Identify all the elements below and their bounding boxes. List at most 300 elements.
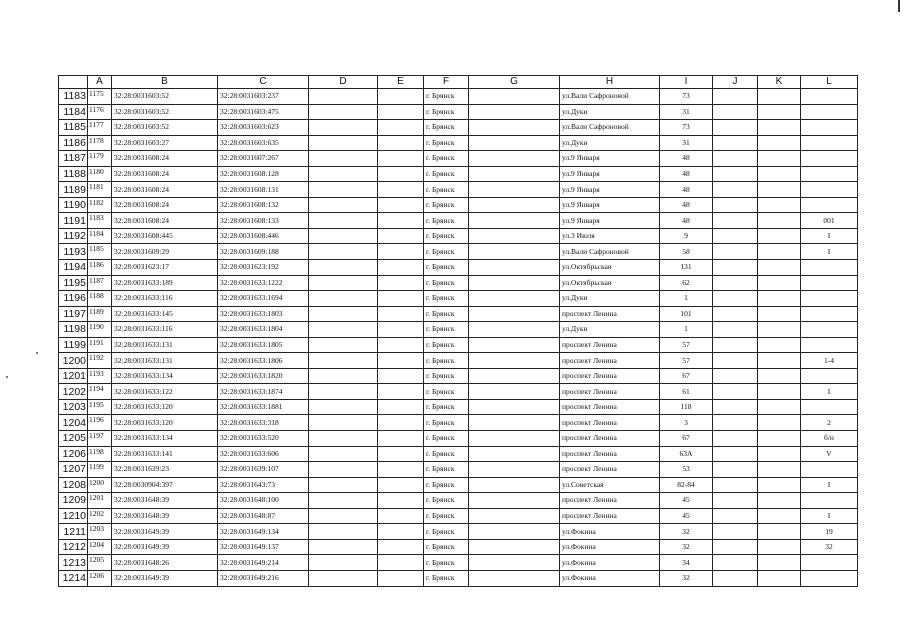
cell-h[interactable]: ул.Фокина (560, 555, 660, 571)
cell-k[interactable] (758, 539, 801, 555)
cell-h[interactable]: ул.Вали Сафроновой (560, 120, 660, 136)
cell-g[interactable] (469, 104, 560, 120)
cell-i[interactable]: 32 (660, 570, 713, 586)
cell-k[interactable] (758, 322, 801, 338)
cell-j[interactable] (713, 539, 758, 555)
cell-i[interactable]: 61 (660, 384, 713, 400)
cell-c[interactable]: 32:28:0031608:128 (218, 166, 309, 182)
cell-h[interactable]: проспект Ленина (560, 431, 660, 447)
cell-g[interactable] (469, 135, 560, 151)
cell-f[interactable]: г. Брянск (424, 415, 469, 431)
cell-c[interactable]: 32:28:0031633:1804 (218, 322, 309, 338)
column-header-a[interactable]: A (88, 76, 112, 89)
cell-h[interactable]: проспект Ленина (560, 306, 660, 322)
cell-a[interactable]: 1185 (88, 244, 112, 260)
cell-g[interactable] (469, 368, 560, 384)
cell-b[interactable]: 32:28:0031648:26 (112, 555, 218, 571)
cell-f[interactable]: г. Брянск (424, 275, 469, 291)
column-header-c[interactable]: C (218, 76, 309, 89)
cell-e[interactable] (378, 151, 424, 167)
cell-k[interactable] (758, 415, 801, 431)
cell-g[interactable] (469, 337, 560, 353)
cell-g[interactable] (469, 244, 560, 260)
cell-k[interactable] (758, 508, 801, 524)
cell-c[interactable]: 32:28:0031648:100 (218, 493, 309, 509)
cell-d[interactable] (309, 570, 378, 586)
cell-g[interactable] (469, 306, 560, 322)
cell-e[interactable] (378, 322, 424, 338)
cell-a[interactable]: 1188 (88, 291, 112, 307)
cell-h[interactable]: ул.9 Января (560, 197, 660, 213)
cell-i[interactable]: 67 (660, 368, 713, 384)
cell-g[interactable] (469, 228, 560, 244)
cell-a[interactable]: 1175 (88, 89, 112, 105)
row-number-header[interactable]: 1212 (59, 539, 88, 555)
cell-i[interactable]: 31 (660, 135, 713, 151)
cell-k[interactable] (758, 89, 801, 105)
cell-d[interactable] (309, 555, 378, 571)
row-number-header[interactable]: 1196 (59, 291, 88, 307)
cell-j[interactable] (713, 213, 758, 229)
row-number-header[interactable]: 1210 (59, 508, 88, 524)
cell-i[interactable]: 9 (660, 228, 713, 244)
cell-e[interactable] (378, 539, 424, 555)
cell-e[interactable] (378, 524, 424, 540)
row-number-header[interactable]: 1207 (59, 462, 88, 478)
cell-d[interactable] (309, 182, 378, 198)
cell-e[interactable] (378, 555, 424, 571)
cell-g[interactable] (469, 446, 560, 462)
cell-c[interactable]: 32:28:0031609:188 (218, 244, 309, 260)
cell-b[interactable]: 32:28:0031633:116 (112, 322, 218, 338)
cell-i[interactable]: 1 (660, 291, 713, 307)
cell-d[interactable] (309, 539, 378, 555)
cell-k[interactable] (758, 446, 801, 462)
cell-i[interactable]: 63А (660, 446, 713, 462)
cell-h[interactable]: ул.Советская (560, 477, 660, 493)
cell-k[interactable] (758, 104, 801, 120)
cell-j[interactable] (713, 508, 758, 524)
column-header-e[interactable]: E (378, 76, 424, 89)
row-number-header[interactable]: 1195 (59, 275, 88, 291)
cell-l[interactable] (801, 151, 858, 167)
cell-i[interactable]: 57 (660, 353, 713, 369)
cell-g[interactable] (469, 275, 560, 291)
cell-b[interactable]: 32:28:0031608:24 (112, 151, 218, 167)
cell-j[interactable] (713, 322, 758, 338)
cell-l[interactable]: 001 (801, 213, 858, 229)
cell-d[interactable] (309, 104, 378, 120)
cell-e[interactable] (378, 135, 424, 151)
row-number-header[interactable]: 1189 (59, 182, 88, 198)
cell-i[interactable]: 73 (660, 120, 713, 136)
cell-l[interactable]: I (801, 508, 858, 524)
cell-g[interactable] (469, 431, 560, 447)
cell-d[interactable] (309, 291, 378, 307)
column-header-i[interactable]: I (660, 76, 713, 89)
cell-l[interactable] (801, 291, 858, 307)
cell-b[interactable]: 32:28:0031603:52 (112, 89, 218, 105)
cell-k[interactable] (758, 337, 801, 353)
cell-k[interactable] (758, 493, 801, 509)
cell-l[interactable] (801, 322, 858, 338)
cell-b[interactable]: 32:28:0031633:116 (112, 291, 218, 307)
cell-a[interactable]: 1193 (88, 368, 112, 384)
row-number-header[interactable]: 1211 (59, 524, 88, 540)
cell-e[interactable] (378, 213, 424, 229)
cell-d[interactable] (309, 353, 378, 369)
cell-l[interactable] (801, 337, 858, 353)
cell-d[interactable] (309, 244, 378, 260)
cell-j[interactable] (713, 384, 758, 400)
cell-j[interactable] (713, 104, 758, 120)
cell-a[interactable]: 1200 (88, 477, 112, 493)
cell-l[interactable] (801, 120, 858, 136)
cell-b[interactable]: 32:28:0031608:24 (112, 213, 218, 229)
cell-h[interactable]: ул.Дуки (560, 104, 660, 120)
cell-i[interactable]: 53 (660, 462, 713, 478)
cell-h[interactable]: проспект Ленина (560, 493, 660, 509)
cell-d[interactable] (309, 508, 378, 524)
cell-l[interactable]: б/н (801, 431, 858, 447)
cell-i[interactable]: 48 (660, 182, 713, 198)
cell-h[interactable]: ул.3 Июля (560, 228, 660, 244)
cell-f[interactable]: г. Брянск (424, 570, 469, 586)
cell-e[interactable] (378, 182, 424, 198)
cell-k[interactable] (758, 182, 801, 198)
cell-d[interactable] (309, 493, 378, 509)
cell-e[interactable] (378, 337, 424, 353)
cell-k[interactable] (758, 213, 801, 229)
cell-e[interactable] (378, 399, 424, 415)
row-number-header[interactable]: 1209 (59, 493, 88, 509)
cell-k[interactable] (758, 570, 801, 586)
cell-b[interactable]: 32:28:0031649:39 (112, 524, 218, 540)
cell-k[interactable] (758, 120, 801, 136)
cell-c[interactable]: 32:28:0031643:73 (218, 477, 309, 493)
cell-g[interactable] (469, 213, 560, 229)
cell-d[interactable] (309, 275, 378, 291)
cell-i[interactable]: 48 (660, 151, 713, 167)
cell-g[interactable] (469, 197, 560, 213)
cell-c[interactable]: 32:28:0031633:520 (218, 431, 309, 447)
cell-c[interactable]: 32:28:0031608:446 (218, 228, 309, 244)
cell-e[interactable] (378, 104, 424, 120)
row-number-header[interactable]: 1193 (59, 244, 88, 260)
cell-c[interactable]: 32:28:0031649:214 (218, 555, 309, 571)
cell-h[interactable]: проспект Ленина (560, 462, 660, 478)
cell-h[interactable]: ул.Фокина (560, 570, 660, 586)
cell-i[interactable]: 48 (660, 197, 713, 213)
cell-c[interactable]: 32:28:0031633:1874 (218, 384, 309, 400)
cell-j[interactable] (713, 306, 758, 322)
cell-g[interactable] (469, 570, 560, 586)
cell-g[interactable] (469, 322, 560, 338)
cell-e[interactable] (378, 120, 424, 136)
cell-a[interactable]: 1204 (88, 539, 112, 555)
cell-d[interactable] (309, 89, 378, 105)
column-header-d[interactable]: D (309, 76, 378, 89)
cell-f[interactable]: г. Брянск (424, 120, 469, 136)
cell-a[interactable]: 1195 (88, 399, 112, 415)
cell-j[interactable] (713, 291, 758, 307)
cell-h[interactable]: ул.Вали Сафроновой (560, 244, 660, 260)
cell-h[interactable]: проспект Ленина (560, 415, 660, 431)
cell-a[interactable]: 1198 (88, 446, 112, 462)
row-number-header[interactable]: 1188 (59, 166, 88, 182)
cell-h[interactable]: ул.Фокина (560, 524, 660, 540)
cell-c[interactable]: 32:28:0031633:1694 (218, 291, 309, 307)
cell-d[interactable] (309, 446, 378, 462)
cell-k[interactable] (758, 477, 801, 493)
cell-a[interactable]: 1192 (88, 353, 112, 369)
cell-e[interactable] (378, 228, 424, 244)
row-number-header[interactable]: 1183 (59, 89, 88, 105)
cell-l[interactable] (801, 104, 858, 120)
cell-b[interactable]: 32:28:0031603:52 (112, 104, 218, 120)
cell-f[interactable]: г. Брянск (424, 228, 469, 244)
cell-c[interactable]: 32:28:0031649:216 (218, 570, 309, 586)
cell-i[interactable]: 67 (660, 431, 713, 447)
cell-e[interactable] (378, 508, 424, 524)
cell-a[interactable]: 1183 (88, 213, 112, 229)
cell-f[interactable]: г. Брянск (424, 493, 469, 509)
cell-a[interactable]: 1184 (88, 228, 112, 244)
cell-h[interactable]: ул.Октябрьская (560, 275, 660, 291)
cell-l[interactable]: I (801, 244, 858, 260)
cell-d[interactable] (309, 322, 378, 338)
cell-f[interactable]: г. Брянск (424, 384, 469, 400)
cell-l[interactable] (801, 462, 858, 478)
column-header-h[interactable]: H (560, 76, 660, 89)
cell-d[interactable] (309, 477, 378, 493)
cell-i[interactable]: 48 (660, 166, 713, 182)
cell-f[interactable]: г. Брянск (424, 431, 469, 447)
cell-l[interactable] (801, 260, 858, 276)
cell-f[interactable]: г. Брянск (424, 197, 469, 213)
cell-d[interactable] (309, 462, 378, 478)
cell-f[interactable]: г. Брянск (424, 539, 469, 555)
cell-b[interactable]: 32:28:0031633:122 (112, 384, 218, 400)
cell-l[interactable]: 1-4 (801, 353, 858, 369)
cell-l[interactable]: 19 (801, 524, 858, 540)
cell-c[interactable]: 32:28:0031633:1820 (218, 368, 309, 384)
cell-g[interactable] (469, 151, 560, 167)
cell-a[interactable]: 1197 (88, 431, 112, 447)
cell-k[interactable] (758, 135, 801, 151)
cell-f[interactable]: г. Брянск (424, 104, 469, 120)
cell-g[interactable] (469, 291, 560, 307)
cell-i[interactable]: 45 (660, 508, 713, 524)
cell-c[interactable]: 32:28:0031633:1881 (218, 399, 309, 415)
cell-k[interactable] (758, 431, 801, 447)
row-number-header[interactable]: 1201 (59, 368, 88, 384)
cell-c[interactable]: 32:28:0031623:192 (218, 260, 309, 276)
cell-c[interactable]: 32:28:0031603:475 (218, 104, 309, 120)
cell-h[interactable]: ул.9 Января (560, 182, 660, 198)
cell-k[interactable] (758, 166, 801, 182)
cell-b[interactable]: 32:28:0031603:27 (112, 135, 218, 151)
cell-g[interactable] (469, 508, 560, 524)
cell-l[interactable] (801, 493, 858, 509)
cell-k[interactable] (758, 244, 801, 260)
cell-f[interactable]: г. Брянск (424, 337, 469, 353)
cell-j[interactable] (713, 120, 758, 136)
cell-f[interactable]: г. Брянск (424, 446, 469, 462)
cell-d[interactable] (309, 368, 378, 384)
cell-g[interactable] (469, 539, 560, 555)
cell-j[interactable] (713, 353, 758, 369)
cell-b[interactable]: 32:28:0031633:120 (112, 399, 218, 415)
select-all-corner[interactable] (59, 76, 88, 89)
cell-a[interactable]: 1186 (88, 260, 112, 276)
cell-j[interactable] (713, 166, 758, 182)
cell-a[interactable]: 1182 (88, 197, 112, 213)
cell-l[interactable]: I (801, 477, 858, 493)
cell-k[interactable] (758, 462, 801, 478)
row-number-header[interactable]: 1214 (59, 570, 88, 586)
cell-f[interactable]: г. Брянск (424, 462, 469, 478)
cell-b[interactable]: 32:28:0031633:131 (112, 337, 218, 353)
cell-j[interactable] (713, 135, 758, 151)
cell-a[interactable]: 1194 (88, 384, 112, 400)
column-header-l[interactable]: L (801, 76, 858, 89)
cell-e[interactable] (378, 446, 424, 462)
cell-c[interactable]: 32:28:0031633:1805 (218, 337, 309, 353)
cell-a[interactable]: 1187 (88, 275, 112, 291)
cell-j[interactable] (713, 368, 758, 384)
cell-g[interactable] (469, 260, 560, 276)
row-number-header[interactable]: 1194 (59, 260, 88, 276)
cell-f[interactable]: г. Брянск (424, 306, 469, 322)
cell-e[interactable] (378, 275, 424, 291)
cell-k[interactable] (758, 306, 801, 322)
cell-l[interactable]: I (801, 384, 858, 400)
cell-a[interactable]: 1202 (88, 508, 112, 524)
cell-g[interactable] (469, 182, 560, 198)
cell-f[interactable]: г. Брянск (424, 353, 469, 369)
cell-i[interactable]: 31 (660, 104, 713, 120)
cell-e[interactable] (378, 244, 424, 260)
column-header-k[interactable]: K (758, 76, 801, 89)
cell-i[interactable]: 1 (660, 322, 713, 338)
cell-h[interactable]: проспект Ленина (560, 384, 660, 400)
cell-g[interactable] (469, 89, 560, 105)
cell-g[interactable] (469, 166, 560, 182)
row-number-header[interactable]: 1204 (59, 415, 88, 431)
cell-f[interactable]: г. Брянск (424, 244, 469, 260)
cell-c[interactable]: 32:28:0031639:107 (218, 462, 309, 478)
cell-b[interactable]: 32:28:0031608:445 (112, 228, 218, 244)
cell-d[interactable] (309, 135, 378, 151)
row-number-header[interactable]: 1197 (59, 306, 88, 322)
cell-h[interactable]: проспект Ленина (560, 337, 660, 353)
cell-j[interactable] (713, 493, 758, 509)
cell-b[interactable]: 32:28:0031608:24 (112, 166, 218, 182)
cell-a[interactable]: 1180 (88, 166, 112, 182)
cell-k[interactable] (758, 399, 801, 415)
cell-a[interactable]: 1176 (88, 104, 112, 120)
cell-h[interactable]: ул.9 Января (560, 151, 660, 167)
cell-d[interactable] (309, 337, 378, 353)
cell-e[interactable] (378, 431, 424, 447)
cell-i[interactable]: 34 (660, 555, 713, 571)
cell-d[interactable] (309, 120, 378, 136)
cell-g[interactable] (469, 493, 560, 509)
cell-l[interactable] (801, 135, 858, 151)
cell-l[interactable]: 2 (801, 415, 858, 431)
cell-a[interactable]: 1203 (88, 524, 112, 540)
cell-e[interactable] (378, 477, 424, 493)
cell-c[interactable]: 32:28:0031633:318 (218, 415, 309, 431)
row-number-header[interactable]: 1200 (59, 353, 88, 369)
cell-l[interactable] (801, 306, 858, 322)
cell-l[interactable] (801, 275, 858, 291)
cell-f[interactable]: г. Брянск (424, 166, 469, 182)
cell-d[interactable] (309, 166, 378, 182)
cell-e[interactable] (378, 415, 424, 431)
cell-h[interactable]: ул.9 Января (560, 166, 660, 182)
column-header-g[interactable]: G (469, 76, 560, 89)
cell-f[interactable]: г. Брянск (424, 260, 469, 276)
cell-c[interactable]: 32:28:0031633:1806 (218, 353, 309, 369)
cell-j[interactable] (713, 228, 758, 244)
cell-k[interactable] (758, 291, 801, 307)
cell-f[interactable]: г. Брянск (424, 151, 469, 167)
cell-i[interactable]: 3 (660, 415, 713, 431)
cell-h[interactable]: ул.9 Января (560, 213, 660, 229)
cell-h[interactable]: проспект Ленина (560, 399, 660, 415)
cell-e[interactable] (378, 166, 424, 182)
cell-j[interactable] (713, 337, 758, 353)
cell-d[interactable] (309, 228, 378, 244)
cell-i[interactable]: 57 (660, 337, 713, 353)
cell-k[interactable] (758, 368, 801, 384)
cell-a[interactable]: 1179 (88, 151, 112, 167)
cell-c[interactable]: 32:28:0031633:1803 (218, 306, 309, 322)
cell-j[interactable] (713, 415, 758, 431)
cell-b[interactable]: 32:28:0031649:39 (112, 570, 218, 586)
cell-c[interactable]: 32:28:0031648:87 (218, 508, 309, 524)
cell-h[interactable]: проспект Ленина (560, 508, 660, 524)
column-header-f[interactable]: F (424, 76, 469, 89)
cell-f[interactable]: г. Брянск (424, 182, 469, 198)
cell-j[interactable] (713, 399, 758, 415)
cell-f[interactable]: г. Брянск (424, 477, 469, 493)
row-number-header[interactable]: 1202 (59, 384, 88, 400)
cell-g[interactable] (469, 477, 560, 493)
cell-j[interactable] (713, 197, 758, 213)
cell-g[interactable] (469, 120, 560, 136)
cell-a[interactable]: 1181 (88, 182, 112, 198)
cell-l[interactable] (801, 182, 858, 198)
cell-b[interactable]: 32:28:0031633:134 (112, 431, 218, 447)
cell-g[interactable] (469, 353, 560, 369)
column-header-b[interactable]: B (112, 76, 218, 89)
cell-e[interactable] (378, 197, 424, 213)
cell-k[interactable] (758, 260, 801, 276)
cell-b[interactable]: 32:28:0031639:23 (112, 462, 218, 478)
cell-e[interactable] (378, 260, 424, 276)
cell-j[interactable] (713, 524, 758, 540)
cell-b[interactable]: 32:28:0031633:134 (112, 368, 218, 384)
cell-e[interactable] (378, 306, 424, 322)
cell-h[interactable]: проспект Ленина (560, 353, 660, 369)
cell-i[interactable]: 82-84 (660, 477, 713, 493)
cell-l[interactable] (801, 368, 858, 384)
cell-b[interactable]: 32:28:0031608:24 (112, 197, 218, 213)
cell-h[interactable]: проспект Ленина (560, 446, 660, 462)
